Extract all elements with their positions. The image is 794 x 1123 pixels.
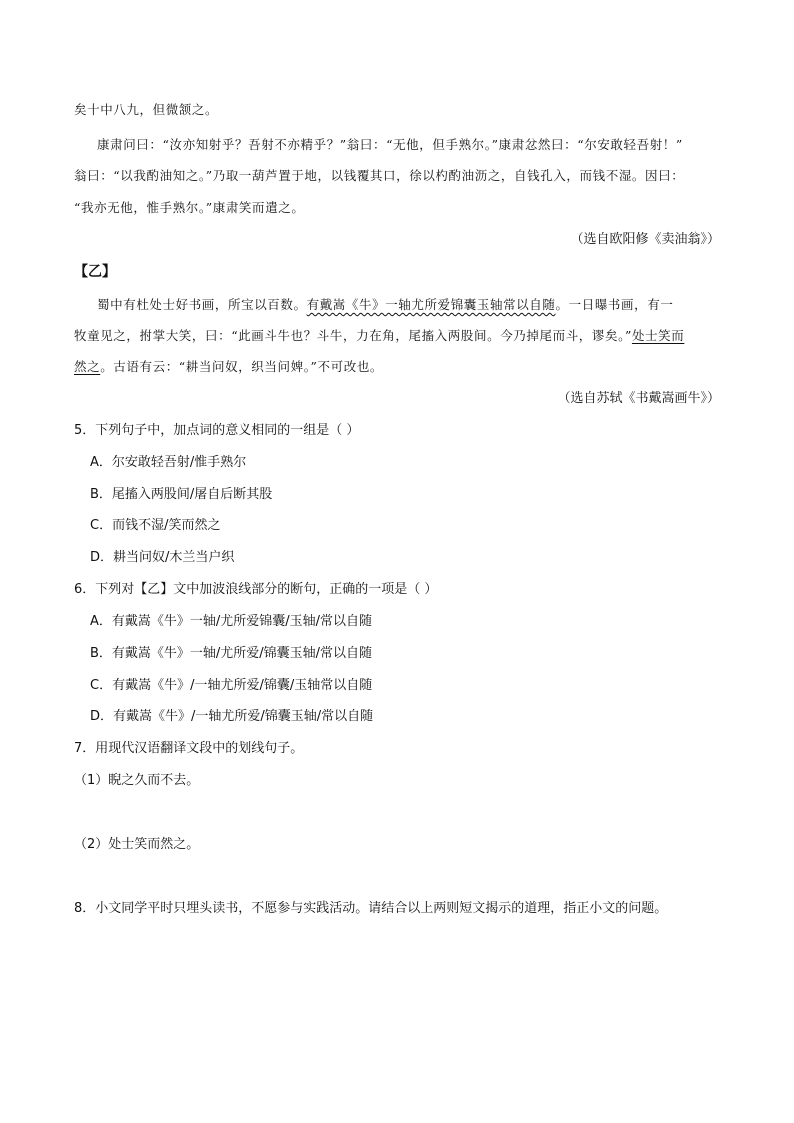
passage-yi-source: （选自苏轼《书戴嵩画牛》） — [557, 391, 720, 406]
question-5-option-c: C．而钱不湿/笑而然之 — [90, 518, 221, 533]
question-7-sub-2: （2）处士笑而然之。 — [74, 837, 200, 852]
passage-yi-text: 牧童见之，拊掌大笑，曰：“此画斗牛也？斗牛，力在角，尾搐入两股间。今乃掉尾而斗，谬矣。” — [74, 328, 632, 343]
question-6-option-d: D．有戴嵩《牛》/一轴尤所爱/锦囊玉轴/常以自随 — [90, 709, 374, 724]
question-8-stem: 8．小文同学平时只埋头读书，不愿参与实践活动。请结合以上两则短文揭示的道理，指正小文的问题。 — [74, 901, 668, 916]
passage-jia-source: （选自欧阳修《卖油翁》） — [570, 232, 720, 247]
underlined-sentence: 然之 — [74, 359, 101, 374]
question-5-stem: 5．下列句子中，加点词的意义相同的一组是（ ） — [74, 423, 360, 438]
question-5-option-b: B．尾搐入两股间/屠自后断其股 — [90, 487, 273, 502]
question-6-stem: 6．下列对【乙】文中加波浪线部分的断句，正确的一项是（ ） — [74, 582, 438, 597]
question-7-stem: 7．用现代汉语翻译文段中的划线句子。 — [74, 741, 304, 756]
passage-yi-text: 。一日曝书画，有一 — [555, 297, 674, 312]
passage-yi-line-2 — [74, 326, 684, 346]
passage-jia-line-2: 康肃问曰：“汝亦知射乎？吾射不亦精乎？”翁曰：“无他，但手熟尔。”康肃忿然曰：“尔安敢轻吾射！” — [97, 137, 683, 152]
question-6-option-a: A．有戴嵩《牛》一轴/尤所爱锦囊/玉轴/常以自随 — [90, 614, 373, 629]
passage-yi-heading: 【乙】 — [74, 264, 116, 280]
passage-jia-line-3: 翁曰：“以我酌油知之。”乃取一葫芦置于地，以钱覆其口，徐以杓酌油沥之，自钱孔入，而钱不湿。因曰： — [74, 168, 685, 183]
question-5-option-a: A．尔安敢轻吾射/惟手熟尔 — [90, 455, 247, 470]
passage-yi-line-1 — [97, 295, 673, 315]
passage-yi-text: 。古语有云：“耕当问奴，织当问婢。”不可改也。 — [100, 359, 384, 374]
passage-jia-line-4: “我亦无他，惟手熟尔。”康肃笑而遣之。 — [74, 200, 305, 215]
passage-jia-line-1: 矣十中八九，但微颔之。 — [74, 102, 219, 117]
wavy-underlined-sentence: 有戴嵩《牛》一轴尤所爱锦囊玉轴常以自随 — [306, 297, 556, 312]
question-5-option-d: D．耕当问奴/木兰当户织 — [90, 550, 235, 565]
passage-yi-line-3 — [74, 357, 383, 377]
question-7-sub-1: （1）睨之久而不去。 — [74, 773, 200, 788]
passage-yi-text: 蜀中有杜处士好书画，所宝以百数。 — [97, 297, 307, 312]
underlined-sentence: 处士笑而 — [631, 328, 685, 343]
question-6-option-b: B．有戴嵩《牛》一轴/尤所爱/锦囊玉轴/常以自随 — [90, 646, 373, 661]
question-6-option-c: C．有戴嵩《牛》/一轴尤所爱/锦囊/玉轴常以自随 — [90, 678, 373, 693]
